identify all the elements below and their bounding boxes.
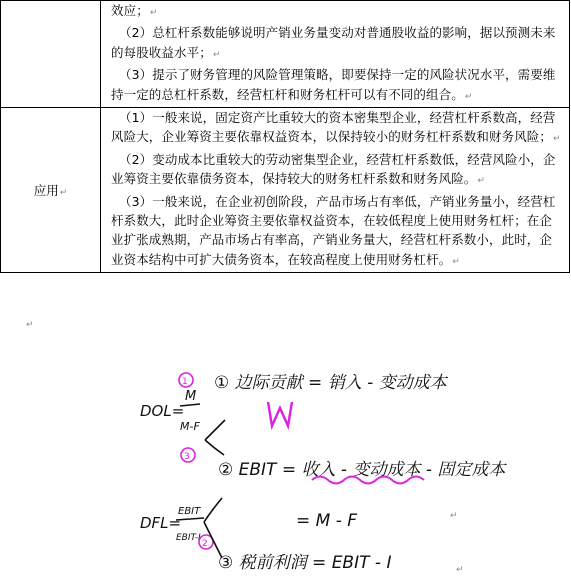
item1-highlight-m xyxy=(268,402,292,426)
paragraph-mark-icon: ↵ xyxy=(464,91,473,102)
paragraph-mark-icon: ↵ xyxy=(450,511,458,521)
item1-text: ① 边际贡献 = 销入 - 变动成本 xyxy=(214,373,447,393)
marker-3: 3 xyxy=(184,452,190,462)
paragraph-labor-intensive: （2）变动成本比重较大的劳动密集型企业，经营杠杆系数低，经营风险小，企业筹资主要依靠债务资本，保持较大的财务杠杆系数和财务风险。↵ xyxy=(111,151,556,187)
handwritten-notes xyxy=(0,330,571,588)
paragraph-mark-icon: ↵ xyxy=(452,256,460,267)
table-row xyxy=(1,108,570,273)
paragraph-mark-icon: ↵ xyxy=(456,565,464,575)
paragraph-effect-tail: 效应；↵ xyxy=(111,3,158,18)
dfl-numerator: EBIT xyxy=(178,506,201,517)
row-label-empty xyxy=(1,1,101,108)
paragraph-capital-intensive: （1）一般来说，固定资产比重较大的资本密集型企业，经营杠杆系数高，经营风险大，企业筹资主要依靠权益资本，以保持较小的财务杠杆系数和财务风险；↵ xyxy=(111,110,561,145)
item2-sub: = M - F xyxy=(296,511,358,531)
paragraph-mark-icon: ↵ xyxy=(59,188,68,199)
dol-numerator: M xyxy=(185,389,197,404)
paragraph-mark-icon: ↵ xyxy=(212,49,221,60)
row-content xyxy=(101,108,570,273)
paragraph-mark-icon: ↵ xyxy=(149,8,158,18)
dfl-denominator: EBIT-I xyxy=(176,533,201,543)
paragraph-mark-icon: ↵ xyxy=(477,176,486,187)
paragraph-eps-prediction: （2）总杠杆系数能够说明产销业务量变动对普通股收益的影响，据以预测未来的每股收益水平；↵ xyxy=(111,25,556,60)
paragraph-lifecycle: （3）一般来说，在企业初创阶段，产品市场占有率低，产销业务量小，经营杠杆系数大，此时企业筹资主要依靠权益资本，在较低程度上使用财务杠杆；在企业扩张成熟期，产品市场占有率高，产销业务量大，经营杠杆系数小，此时，企业资本结构中可扩大债务资本，在较高程度上使用财务杠杆。↵ xyxy=(111,193,556,267)
leverage-notes-table xyxy=(0,0,570,273)
paragraph-mark-icon: ↵ xyxy=(26,320,34,330)
marker-1: 1 xyxy=(182,377,188,387)
item2-text: ② EBIT = 收入 - 变动成本 - 固定成本 xyxy=(218,460,506,480)
item1-sub: M xyxy=(296,424,297,425)
paragraph-risk-strategy: （3）提示了财务管理的风险管理策略，即要保持一定的风险状况水平，需要维持一定的总杠杆系数，经营杠杆和财务杠杆可以有不同的组合。↵ xyxy=(111,67,556,102)
paragraph-mark-icon: ↵ xyxy=(553,134,561,145)
dol-denominator: M-F xyxy=(180,420,200,433)
row-label-application: 应用↵ xyxy=(1,108,101,273)
dfl-label: DFL= xyxy=(140,514,182,532)
dol-label: DOL= xyxy=(140,402,185,420)
row-content xyxy=(101,1,570,108)
marker-2: 2 xyxy=(202,539,208,549)
table-row xyxy=(1,1,570,108)
item3-text: ③ 税前利润 = EBIT - I xyxy=(218,553,392,573)
